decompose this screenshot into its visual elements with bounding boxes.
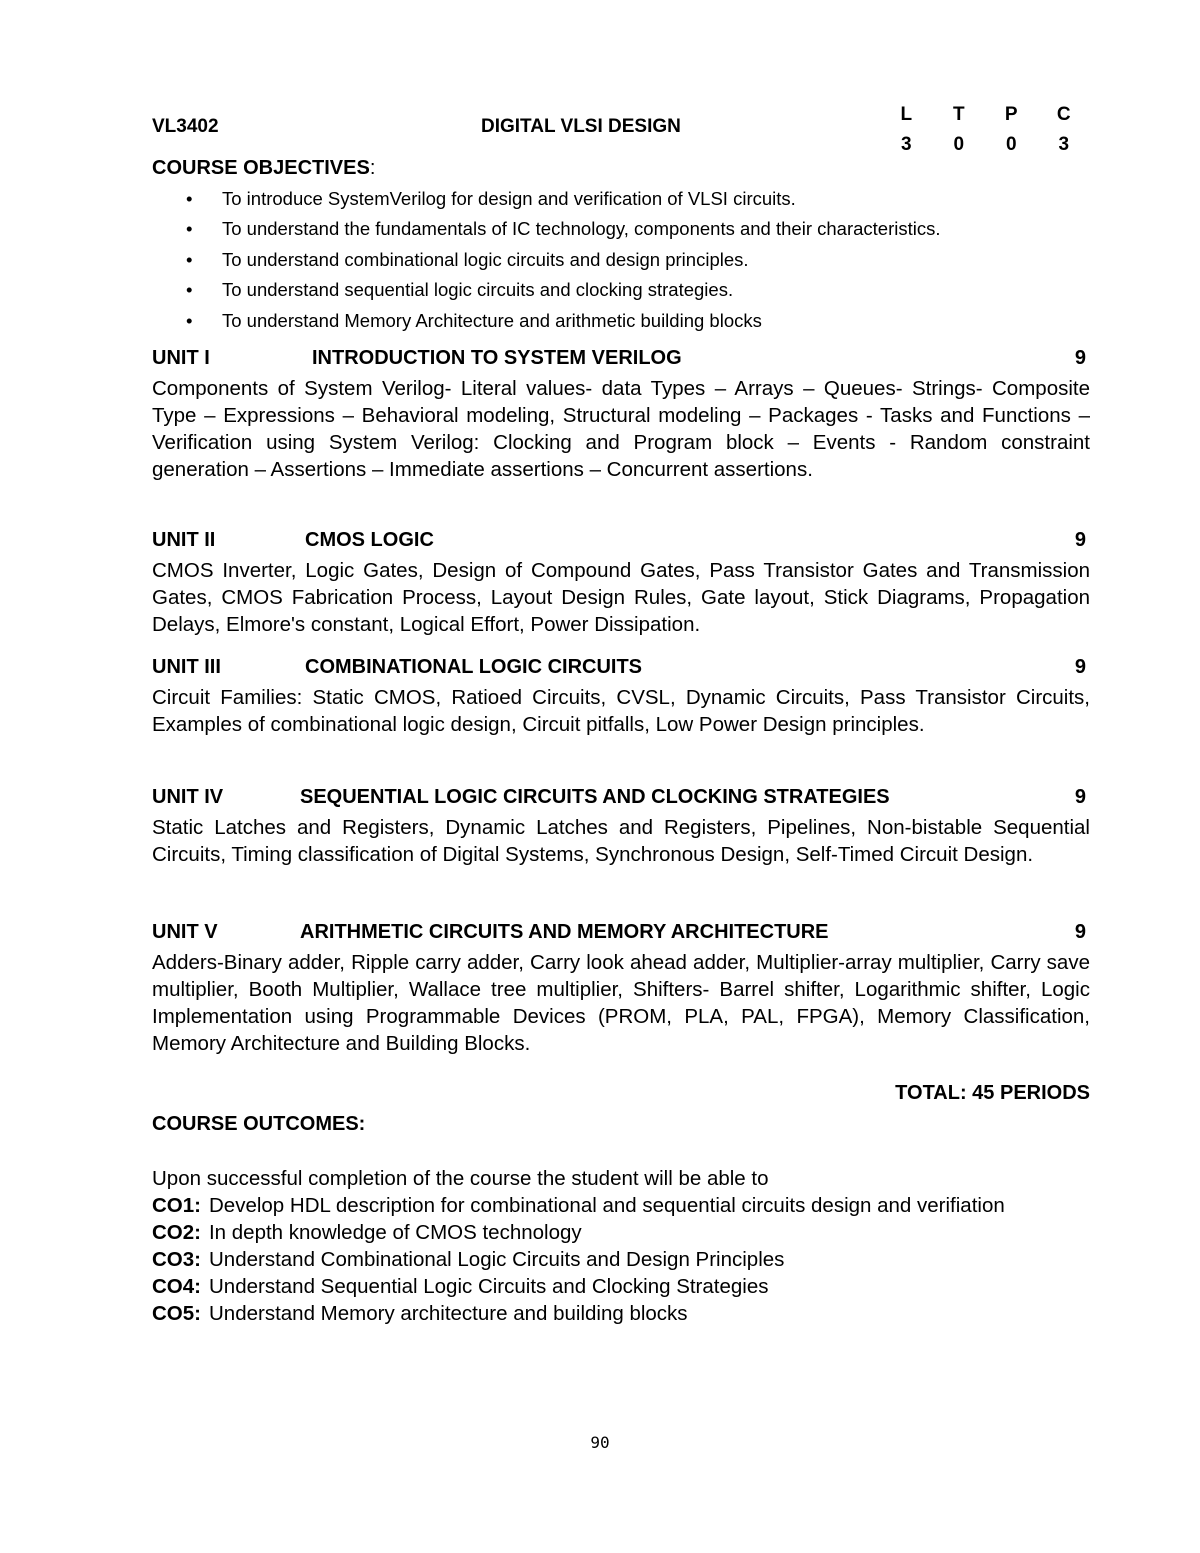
outcome-text: Understand Sequential Logic Circuits and Clocking Strategies	[208, 1275, 769, 1298]
outcome-item	[152, 1300, 1090, 1327]
objective-text: To understand the fundamentals of IC technology, components and their characteristics.	[222, 218, 941, 240]
objectives-list	[152, 184, 1102, 336]
ltpc-label-c: C	[1056, 104, 1071, 125]
bullet-icon: •	[186, 279, 193, 301]
unit-1	[152, 347, 1090, 483]
ltpc-value-l: 3	[900, 134, 912, 155]
outcome-label: CO4:	[152, 1275, 201, 1298]
unit-2	[152, 529, 1090, 638]
unit-title: SEQUENTIAL LOGIC CIRCUITS AND CLOCKING STRATEGIES	[300, 786, 890, 808]
ltpc-value-t: 0	[953, 134, 965, 155]
unit-5	[152, 921, 1090, 1057]
unit-content: Adders-Binary adder, Ripple carry adder, Carry look ahead adder, Multiplier-array multiplier, Carry save multiplier, Booth Multiplier, Wallace tree multiplier, Shifters- Barrel shifter, Logarithmic shifter, Logic Implementation using Programmable Devices (PROM, PLA, PAL, FPGA), Memory Classification, Memory Architecture and Building Blocks.	[152, 951, 1090, 1055]
unit-label: UNIT II	[152, 529, 216, 551]
unit-hours: 9	[1074, 786, 1086, 808]
course-title: DIGITAL VLSI DESIGN	[481, 116, 681, 137]
bullet-icon: •	[186, 218, 193, 240]
unit-heading	[152, 921, 1090, 949]
outcome-item	[152, 1273, 1090, 1300]
objective-item	[152, 306, 1102, 336]
unit-heading	[152, 347, 1090, 375]
bullet-icon: •	[186, 309, 193, 331]
unit-label: UNIT V	[152, 921, 218, 943]
unit-title: INTRODUCTION TO SYSTEM VERILOG	[312, 347, 682, 369]
unit-label: UNIT IV	[152, 786, 224, 808]
outcome-text: In depth knowledge of CMOS technology	[208, 1221, 582, 1244]
objectives-title-colon: :	[369, 157, 376, 179]
objective-text: To introduce SystemVerilog for design and verification of VLSI circuits.	[222, 188, 796, 209]
unit-content: CMOS Inverter, Logic Gates, Design of Compound Gates, Pass Transistor Gates and Transmission Gates, CMOS Fabrication Process, Layout Design Rules, Gate layout, Stick Diagrams, Propagation Delays, Elmore's constant, Logical Effort, Power Dissipation.	[152, 559, 1090, 636]
ltpc-labels-row	[880, 100, 1090, 130]
course-objectives	[152, 157, 1102, 336]
bullet-icon: •	[186, 248, 193, 270]
page-number: 90	[590, 1433, 610, 1452]
outcomes-intro: Upon successful completion of the course the student will be able to	[152, 1167, 769, 1190]
ltpc-value-c: 3	[1058, 134, 1070, 155]
ltpc-label-t: T	[952, 104, 965, 125]
unit-heading	[152, 656, 1090, 684]
outcome-item	[152, 1246, 1090, 1273]
course-code: VL3402	[152, 116, 219, 137]
outcome-label: CO3:	[152, 1248, 201, 1271]
objective-text: To understand Memory Architecture and arithmetic building blocks	[222, 309, 762, 331]
unit-label: UNIT I	[152, 347, 210, 369]
outcome-label: CO5:	[152, 1302, 201, 1325]
course-outcomes	[152, 1113, 1090, 1327]
outcome-item	[152, 1192, 1090, 1219]
unit-content: Circuit Families: Static CMOS, Ratioed Circuits, CVSL, Dynamic Circuits, Pass Transistor Circuits, Examples of combinational logic design, Circuit pitfalls, Low Power Design principles.	[152, 686, 1090, 736]
unit-heading	[152, 786, 1090, 814]
objective-item	[152, 214, 1102, 244]
unit-hours: 9	[1074, 656, 1086, 678]
outcome-text: Understand Memory architecture and building blocks	[208, 1302, 688, 1325]
unit-title: ARITHMETIC CIRCUITS AND MEMORY ARCHITECTURE	[300, 921, 829, 943]
ltpc-label-p: P	[1004, 104, 1018, 125]
unit-title: COMBINATIONAL LOGIC CIRCUITS	[305, 656, 643, 678]
ltpc-value-p: 0	[1005, 134, 1017, 155]
unit-label: UNIT III	[152, 656, 221, 678]
unit-content: Components of System Verilog- Literal values- data Types – Arrays – Queues- Strings- Composite Type – Expressions – Behavioral modeling, Structural modeling – Packages - Tasks and Functions –Verification using System Verilog: Clocking and Program block – Events - Random constraint generation – Assertions – Immediate assertions – Concurrent assertions.	[152, 377, 1090, 481]
unit-heading	[152, 529, 1090, 557]
outcome-label: CO1:	[152, 1194, 201, 1217]
objective-item	[152, 184, 1102, 214]
total-periods: TOTAL: 45 PERIODS	[895, 1082, 1090, 1104]
ltpc-table	[880, 100, 1090, 160]
bullet-icon: •	[186, 188, 193, 209]
outcomes-title: COURSE OUTCOMES:	[152, 1113, 366, 1135]
outcome-text: Understand Combinational Logic Circuits and Design Principles	[208, 1248, 785, 1271]
objective-item	[152, 275, 1102, 305]
outcome-label: CO2:	[152, 1221, 201, 1244]
unit-hours: 9	[1074, 921, 1086, 943]
unit-hours: 9	[1074, 347, 1086, 369]
objective-text: To understand sequential logic circuits and clocking strategies.	[222, 279, 734, 301]
unit-title: CMOS LOGIC	[305, 529, 434, 551]
objectives-title: COURSE OBJECTIVES	[152, 157, 370, 179]
unit-4	[152, 786, 1090, 868]
unit-hours: 9	[1074, 529, 1086, 551]
ltpc-label-l: L	[900, 104, 913, 125]
outcome-item	[152, 1219, 1090, 1246]
objective-text: To understand combinational logic circuits and design principles.	[222, 248, 749, 270]
unit-3	[152, 656, 1090, 738]
objectives-heading	[152, 157, 1102, 180]
unit-content: Static Latches and Registers, Dynamic Latches and Registers, Pipelines, Non-bistable Sequential Circuits, Timing classification of Digital Systems, Synchronous Design, Self-Timed Circuit Design.	[152, 816, 1090, 866]
ltpc-values-row	[880, 130, 1090, 160]
outcome-text: Develop HDL description for combinational and sequential circuits design and verifiation	[208, 1194, 1005, 1217]
objective-item	[152, 245, 1102, 275]
